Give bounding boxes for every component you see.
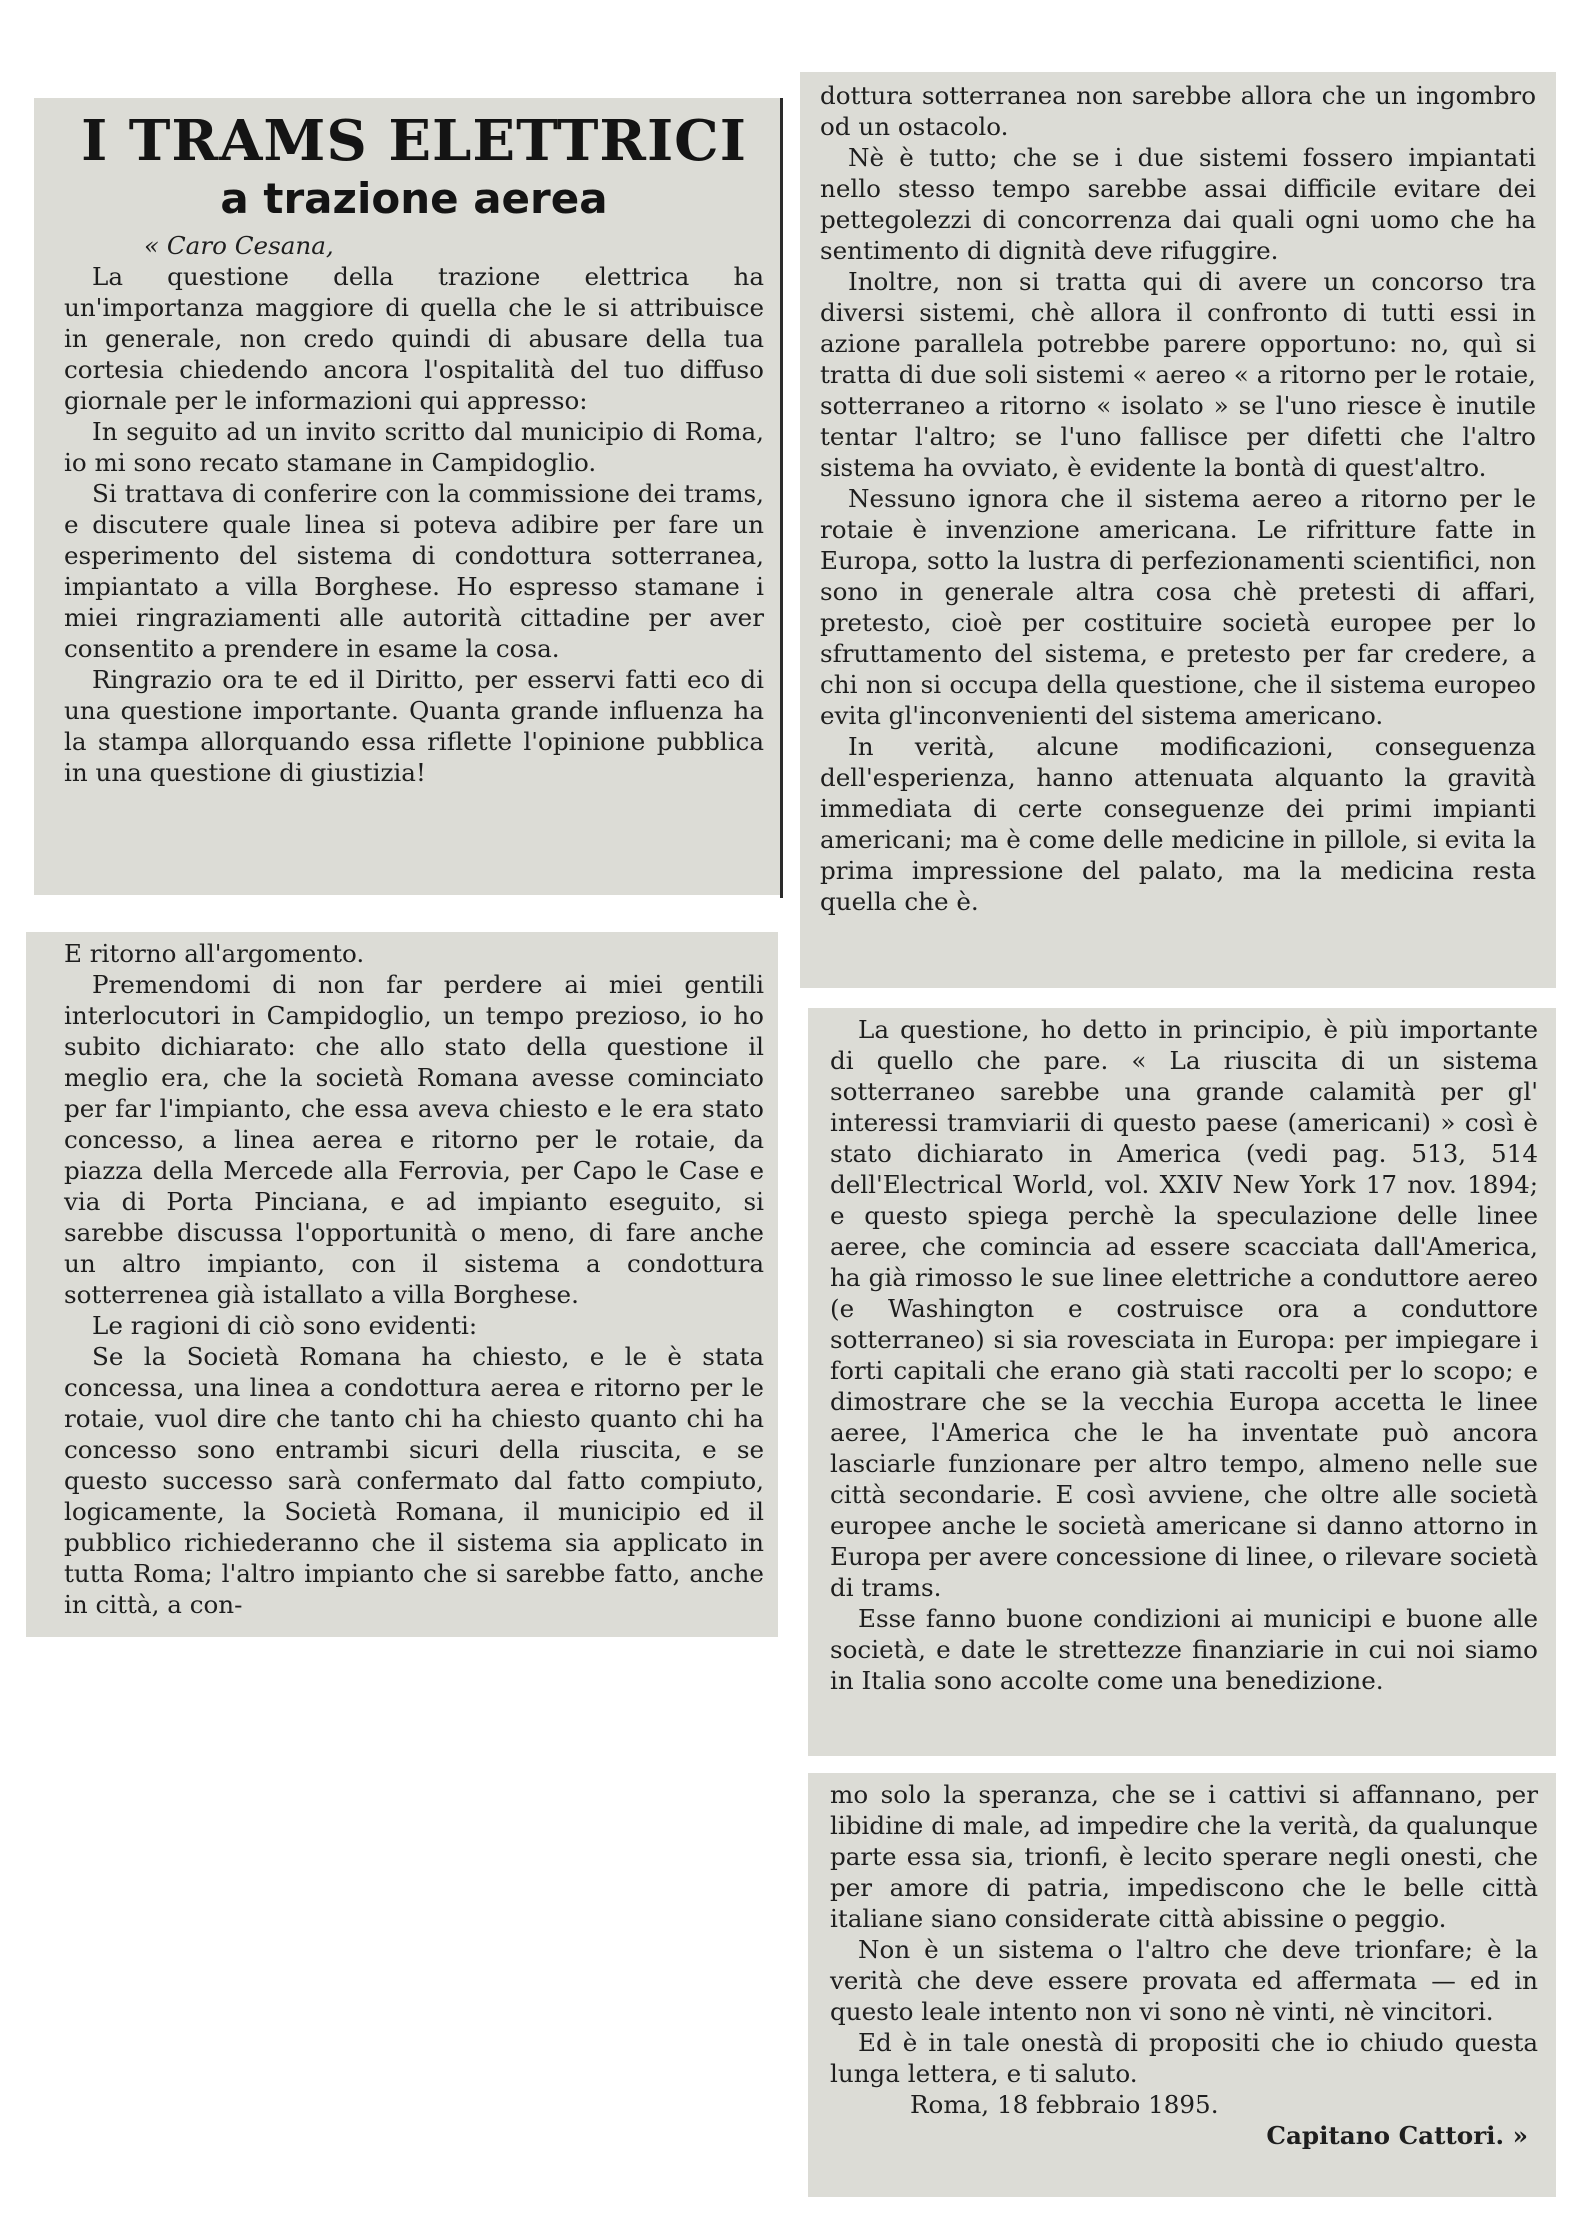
paragraph: dottura sotterranea non sarebbe allora che un ingombro od un ostacolo. [820,81,1536,141]
article-clip-opening [34,98,782,895]
dateline: Roma, 18 febbraio 1895. [910,2090,1219,2119]
paragraph: Ed è in tale onestà di propositi che io chiudo questa lunga lettera, e ti saluto. [830,2028,1538,2088]
paragraph: E ritorno all'argomento. [64,939,365,968]
paragraph: Non è un sistema o l'altro che deve trionfare; è la verità che deve essere provata ed affermata — ed in questo leale intento non vi sono nè vinti, nè vincitori. [830,1935,1538,2026]
paragraph: La questione, ho detto in principio, è più importante di quello che pare. « La riuscita di un sistema sotterraneo sarebbe una grande calamità per gl' interessi tramviarii di questo paese (americani) » così è stato dichiarato in America (vedi pag. 513, 514 dell'Electrical World, vol. XXIV New York 17 nov. 1894; e questo spiega perchè la speculazione delle linee aeree, che comincia ad essere scacciata dall'America, ha già rimosso le sue linee elettriche a conduttore aereo (e Washington e costruisce ora a conduttore sotterraneo) si sia rovesciata in Europa: per impiegare i forti capitali che erano già stati raccolti per lo scopo; e dimostrare che se la vecchia Europa accetta le linee aeree, l'America che le ha inventate può ancora lasciarle funzionare per altro tempo, almeno nelle sue città secondarie. E così avviene, che oltre alle società europee anche le società americane si danno attorno in Europa per avere concessione di linee, o rilevare società di trams. [830,1015,1538,1602]
signature: Capitano Cattori. » [1266,2121,1528,2150]
paragraph: La questione della trazione elettrica ha un'importanza maggiore di quella che le si attribuisce in generale, non credo quindi di abusare della tua cortesia chiedendo ancora l'ospitalità del tuo diffuso giornale per le informazioni qui appresso: [64,262,764,415]
paragraph: Inoltre, non si tratta qui di avere un concorso tra diversi sistemi, chè allora il confronto di tutti essi in azione parallela potrebbe parere opportuno: no, quì si tratta di due soli sistemi « aereo « a ritorno per le rotaie, sotterraneo a ritorno « isolato » se l'uno riesce è inutile tentar l'altro; se l'uno fallisce per difetti che l'altro sistema ha ovviato, è evidente la bontà di quest'altro. [820,267,1536,482]
article-clip-right-middle [808,1008,1556,1756]
article-clip-right-bottom [808,1773,1556,2197]
salutation: « Caro Cesana, [144,231,334,260]
paragraph: Nè è tutto; che se i due sistemi fossero impiantati nello stesso tempo sarebbe assai difficile evitare dei pettegolezzi di concorrenza dai quali ogni uomo che ha sentimento di dignità deve rifuggire. [820,143,1536,265]
paragraph: Se la Società Romana ha chiesto, e le è stata concessa, una linea a condottura aerea e ritorno per le rotaie, vuol dire che tanto chi ha chiesto quanto chi ha concesso sono entrambi sicuri della riuscita, e se questo successo sarà confermato dal fatto compiuto, logicamente, la Società Romana, il municipio ed il pubblico richiederanno che il sistema sia applicato in tutta Roma; l'altro impianto che si sarebbe fatto, anche in città, a con- [64,1342,764,1619]
article-clip-left-middle [26,932,778,1637]
paragraph: Esse fanno buone condizioni ai municipi e buone alle società, e date le strettezze finanziarie in cui noi siamo in Italia sono accolte come una benedizione. [830,1604,1538,1695]
subheadline: a trazione aerea [220,174,608,223]
paragraph: Si trattava di conferire con la commissione dei trams, e discutere quale linea si poteva adibire per fare un esperimento del sistema di condottura sotterranea, impiantato a villa Borghese. Ho espresso stamane i miei ringraziamenti alle autorità cittadine per aver consentito a prendere in esame la cosa. [64,479,764,663]
paragraph: Nessuno ignora che il sistema aereo a ritorno per le rotaie è invenzione americana. Le rifritture fatte in Europa, sotto la lustra di perfezionamenti scientifici, non sono in generale altra cosa chè pretesti di affari, pretesto, cioè per costituire società europee per lo sfruttamento del sistema, e pretesto per far credere, a chi non si occupa della questione, che il sistema europeo evita gl'inconvenienti del sistema americano. [820,484,1536,730]
paragraph: In verità, alcune modificazioni, conseguenza dell'esperienza, hanno attenuata alquanto la gravità immediata di certe conseguenze dei primi impianti americani; ma è come delle medicine in pillole, si evita la prima impressione del palato, ma la medicina resta quella che è. [820,732,1536,916]
paragraph: mo solo la speranza, che se i cattivi si affannano, per libidine di male, ad impedire che la verità, da qualunque parte essa sia, trionfi, è lecito sperare negli onesti, che per amore di patria, impediscono che le belle città italiane siano considerate città abissine o peggio. [830,1780,1538,1933]
paragraph: Ringrazio ora te ed il Diritto, per esservi fatti eco di una questione importante. Quanta grande influenza ha la stampa allorquando essa riflette l'opinione pubblica in una questione di giustizia! [64,665,764,787]
column-rule [780,98,783,898]
paragraph: Premendomi di non far perdere ai miei gentili interlocutori in Campidoglio, un tempo prezioso, io ho subito dichiarato: che allo stato della questione il meglio era, che la società Romana avesse cominciato per far l'impianto, che essa aveva chiesto e le era stato concesso, a linea aerea e ritorno per le rotaie, da piazza della Mercede alla Ferrovia, per Capo le Case e via di Porta Pinciana, e ad impianto eseguito, si sarebbe discussa l'opportunità o meno, di fare anche un altro impianto, con il sistema a condottura sotterrenea già istallato a villa Borghese. [64,970,764,1309]
paragraph: Le ragioni di ciò sono evidenti: [92,1311,478,1340]
article-clip-right-top [800,72,1556,988]
headline: I TRAMS ELETTRICI [81,108,747,174]
paragraph: In seguito ad un invito scritto dal municipio di Roma, io mi sono recato stamane in Campidoglio. [64,417,764,477]
